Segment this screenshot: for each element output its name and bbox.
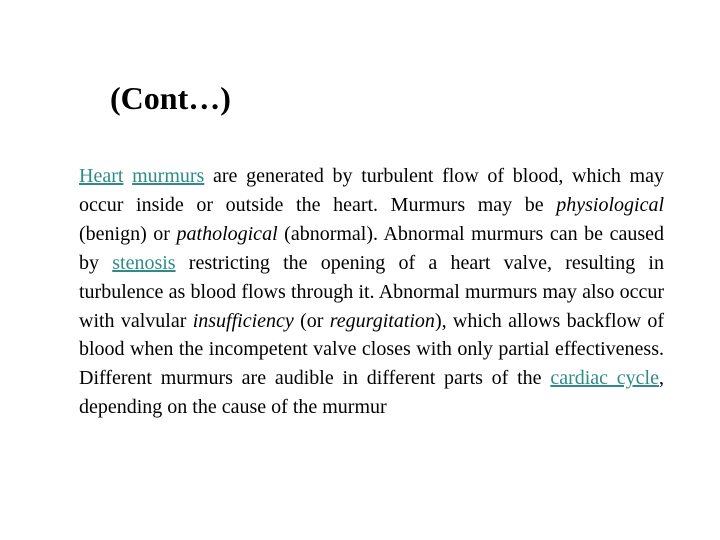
body-text-3: (abnormal). Abnormal murmurs can be caused by [79, 222, 664, 274]
slide-title: (Cont…) [110, 80, 231, 116]
body-text-4: restricting the opening of a heart valve, resulting in turbulence as blood flows through it. Abnormal murmurs may also occur with valvular [79, 251, 664, 332]
physiological-term: physiological [556, 193, 664, 216]
insufficiency-term: insufficiency [192, 309, 294, 332]
stenosis-link[interactable]: stenosis [112, 251, 176, 274]
murmurs-link[interactable]: murmurs [132, 165, 205, 187]
pathological-term: pathological [176, 222, 278, 245]
body-text-2: (benign) or [79, 222, 177, 245]
slide-body-paragraph [79, 162, 664, 422]
heart-link[interactable]: Heart [79, 165, 124, 187]
body-text-6: ), which allows backflow of blood when the incompetent valve closes with only partial effectiveness. Different murmurs are audible in different parts of the [79, 309, 665, 390]
regurgitation-term: regurgitation [329, 309, 435, 332]
body-text-1: are generated by turbulent flow of blood, which may occur inside or outside the heart. Murmurs may be [79, 165, 664, 216]
cardiac-cycle-link[interactable]: cardiac cycle [550, 367, 659, 390]
body-text-5: (or [293, 309, 330, 332]
body-text-7: , depending on the cause of the murmur [79, 367, 664, 419]
